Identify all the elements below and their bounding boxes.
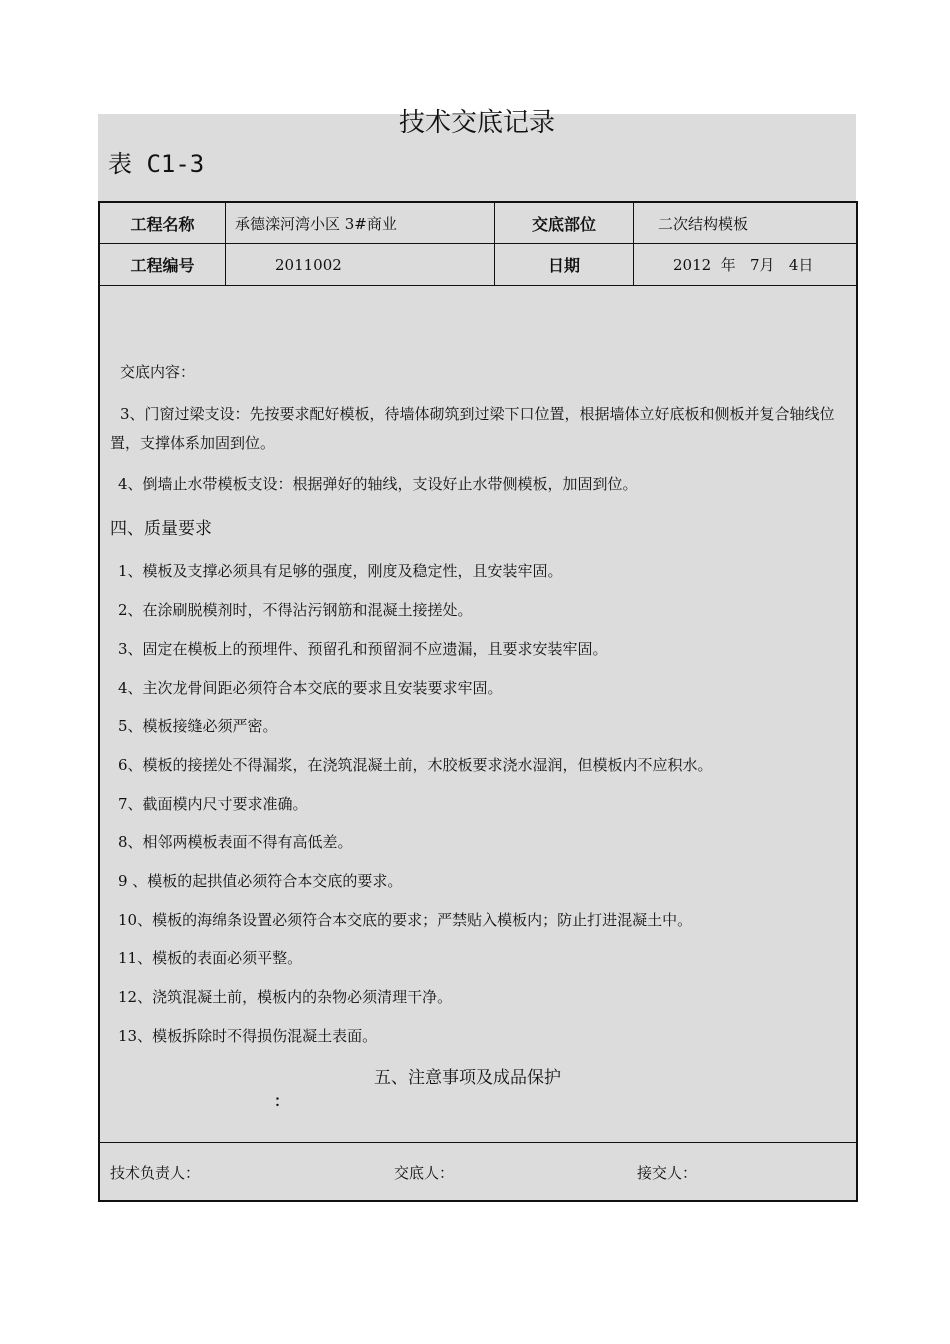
receiver-signature: 接交人： bbox=[637, 1164, 698, 1182]
date-label: 日期 bbox=[547, 256, 580, 275]
section-quality-heading: 四、质量要求 bbox=[110, 519, 212, 539]
date-value: 2012 年 7月 4日 bbox=[673, 256, 814, 274]
quality-item: 9 、模板的起拱值必须符合本交底的要求。 bbox=[118, 872, 403, 890]
presenter-signature: 交底人： bbox=[394, 1164, 455, 1182]
content-item: 3、门窗过梁支设：先按要求配好模板，待墙体砌筑到过梁下口位置，根据墙体立好底板和侧板并复合轴线位置，支撑体系加固到位。 bbox=[110, 405, 835, 452]
tech-lead-signature: 技术负责人： bbox=[110, 1164, 201, 1182]
quality-item: 10、模板的海绵条设置必须符合本交底的要求；严禁贴入模板内；防止打进混凝土中。 bbox=[118, 911, 693, 929]
location-value: 二次结构模板 bbox=[658, 214, 749, 233]
row-divider bbox=[100, 285, 856, 286]
content-intro: 交底内容： bbox=[120, 363, 196, 381]
quality-item: 2、在涂刷脱模剂时，不得沾污钢筋和混凝土接搓处。 bbox=[118, 601, 473, 619]
quality-item: 12、浇筑混凝土前，模板内的杂物必须清理干净。 bbox=[118, 988, 453, 1006]
quality-item: 5、模板接缝必须严密。 bbox=[118, 717, 278, 735]
project-no-value: 2011002 bbox=[275, 255, 342, 274]
quality-item: 13、模板拆除时不得损伤混凝土表面。 bbox=[118, 1027, 378, 1045]
record-table bbox=[98, 201, 858, 1202]
form-code: 表 C1-3 bbox=[108, 150, 205, 178]
location-label: 交底部位 bbox=[531, 214, 596, 234]
quality-item: 6、模板的接搓处不得漏浆，在浇筑混凝土前，木胶板要求浇水湿润，但模板内不应积水。 bbox=[118, 756, 713, 774]
stray-colon: ： bbox=[274, 1092, 290, 1110]
section-precautions-heading: 五、注意事项及成品保护 bbox=[374, 1068, 561, 1088]
project-no-label: 工程编号 bbox=[130, 256, 195, 275]
quality-item: 11、模板的表面必须平整。 bbox=[118, 949, 303, 967]
quality-item: 8、相邻两模板表面不得有高低差。 bbox=[118, 833, 353, 851]
quality-item: 1、模板及支撑必须具有足够的强度，刚度及稳定性，且安装牢固。 bbox=[118, 562, 563, 580]
quality-item: 3、固定在模板上的预埋件、预留孔和预留洞不应遗漏，且要求安装牢固。 bbox=[118, 640, 608, 658]
column-divider bbox=[633, 203, 634, 285]
project-name-value: 承德滦河湾小区 3#商业 bbox=[235, 214, 397, 233]
quality-item: 4、主次龙骨间距必须符合本交底的要求且安装要求牢固。 bbox=[118, 679, 503, 697]
content-item: 4、倒墙止水带模板支设：根据弹好的轴线，支设好止水带侧模板，加固到位。 bbox=[118, 475, 638, 493]
row-divider bbox=[100, 1142, 856, 1143]
quality-item: 7、截面模内尺寸要求准确。 bbox=[118, 795, 308, 813]
column-divider bbox=[225, 203, 226, 285]
project-name-label: 工程名称 bbox=[130, 214, 195, 234]
page-title: 技术交底记录 bbox=[398, 108, 555, 138]
